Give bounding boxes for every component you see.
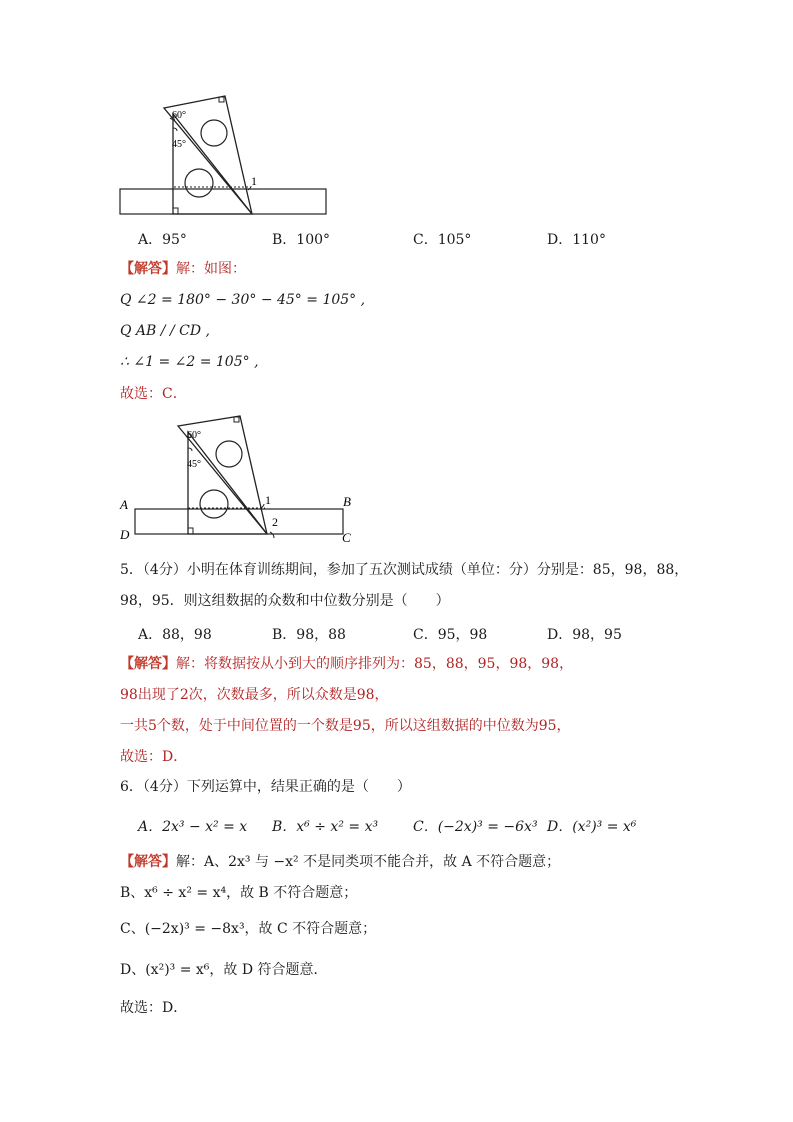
q6-option-b: B．x⁶ ÷ x² = x³ xyxy=(272,819,379,835)
q5-stem-line2: 98，95．则这组数据的众数和中位数分别是（ ） xyxy=(120,593,450,609)
q6-option-a: A．2x³ − x² = x xyxy=(138,819,248,835)
q4-option-d: D．110° xyxy=(547,232,606,248)
ruler-rect xyxy=(120,189,326,214)
q5-line1-text: 解：将数据按从小到大的顺序排列为：85，88，95，98，98， xyxy=(176,656,574,672)
jieda-tag: 【解答】 xyxy=(120,261,176,277)
q4-step2: Q AB / / CD , xyxy=(120,323,210,339)
fig2-label-B: B xyxy=(343,494,351,509)
q6-solution-line-c: C、(−2x)³ = −8x³，故 C 不符合题意； xyxy=(120,921,377,937)
q5-solution-line3: 一共5个数，处于中间位置的一个数是95，所以这组数据的中位数为95， xyxy=(120,718,571,734)
q5-option-a: A．88，98 xyxy=(138,627,212,643)
q5-option-d: D．98，95 xyxy=(547,627,622,643)
q4-option-b: B．100° xyxy=(272,232,331,248)
q6-answer: 故选：D． xyxy=(120,1000,188,1016)
label-45: 45° xyxy=(172,139,186,150)
figure-2-triangle-ruler xyxy=(110,408,360,548)
q6-stem: 6．（4分）下列运算中，结果正确的是（ ） xyxy=(120,779,411,795)
q5-jieda-tag: 【解答】 xyxy=(120,656,176,672)
label-60: 60° xyxy=(172,110,186,121)
q4-option-c: C．105° xyxy=(413,232,472,248)
q5-solution-line1 xyxy=(120,655,573,673)
q6-solution-line-a xyxy=(120,853,560,871)
fig2-label-C: C xyxy=(342,530,351,545)
q6-solution-line-b: B、x⁶ ÷ x² = x⁴，故 B 不符合题意； xyxy=(120,885,358,901)
q5-answer: 故选：D． xyxy=(120,749,188,765)
hole-circle-top xyxy=(201,120,227,146)
q5-option-b: B．98，88 xyxy=(272,627,346,643)
q4-step3: ∴ ∠1 = ∠2 = 105° , xyxy=(120,354,259,370)
q5-option-c: C．95，98 xyxy=(413,627,488,643)
figure-1-triangle-ruler xyxy=(110,90,350,220)
q5-solution-line2: 98出现了2次，次数最多，所以众数是98， xyxy=(120,687,389,703)
q6-jieda-tag: 【解答】 xyxy=(120,854,176,870)
jieda-lead: 解：如图： xyxy=(176,261,246,277)
fig2-label-angle1: 1 xyxy=(265,493,271,507)
fig2-label-A: A xyxy=(120,497,128,512)
q4-solution-header xyxy=(120,260,246,278)
fig2-label-angle2: 2 xyxy=(272,515,278,529)
q4-step1: Q ∠2 = 180° − 30° − 45° = 105° , xyxy=(120,292,366,308)
q6-option-c: C．(−2x)³ = −6x³ xyxy=(413,819,538,835)
fig2-label-60: 60° xyxy=(187,430,201,441)
q6-solution-line-d: D、(x²)³ = x⁶，故 D 符合题意． xyxy=(120,962,328,978)
q4-option-a: A．95° xyxy=(138,232,187,248)
q6-option-d: D．(x²)³ = x⁶ xyxy=(547,819,637,835)
fig2-label-D: D xyxy=(120,527,130,542)
q5-stem-line1: 5．（4分）小明在体育训练期间，参加了五次测试成绩（单位：分）分别是：85，98，88， xyxy=(120,562,689,578)
q6-line-a-text: 解：A、2x³ 与 −x² 不是同类项不能合并，故 A 不符合题意； xyxy=(176,854,561,870)
q4-answer: 故选：C． xyxy=(120,386,187,402)
hole-circle-bottom xyxy=(185,169,213,197)
fig2-label-45: 45° xyxy=(187,459,201,470)
label-angle1: 1 xyxy=(251,174,257,188)
